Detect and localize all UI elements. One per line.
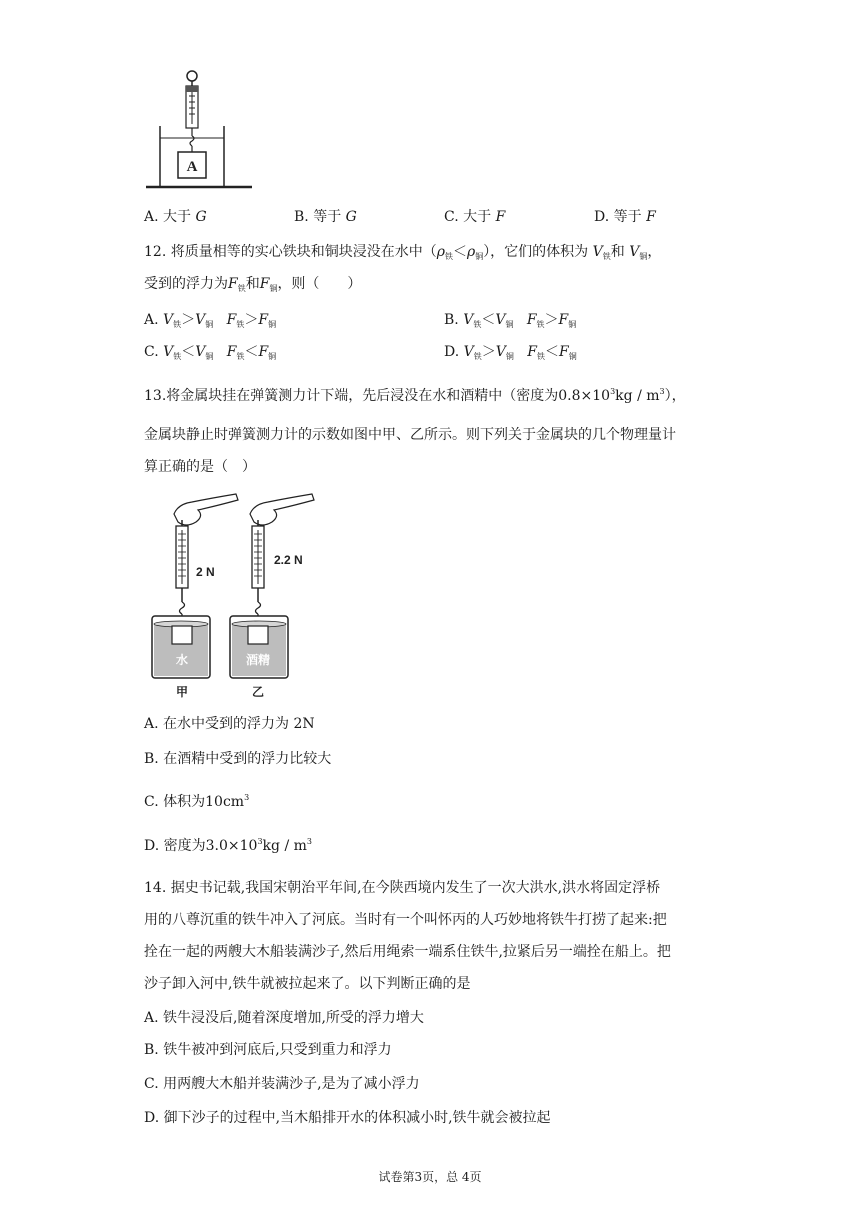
- q12-option-a[interactable]: A. $V_铁>V_铜$ $F_铁>F_铜$: [144, 312, 277, 329]
- q14-stem-line4: 沙子卸入河中,铁牛就被拉起来了。以下判断正确的是: [144, 976, 471, 992]
- right-liquid-label: 酒精: [245, 653, 271, 667]
- block-label: A: [186, 159, 198, 175]
- q11-option-d[interactable]: D. 等于 F: [594, 209, 656, 225]
- left-liquid-label: 水: [175, 653, 189, 667]
- q13-option-a[interactable]: A. 在水中受到的浮力为 2N: [144, 716, 315, 732]
- q13-stem-line2: 金属块静止时弹簧测力计的示数如图中甲、乙所示。则下列关于金属块的几个物理量计: [144, 427, 676, 443]
- spring-scale-tank-figure: [140, 64, 260, 196]
- right-caption: 乙: [251, 685, 265, 699]
- spring-scale-liquids-figure: [140, 490, 320, 700]
- q14-stem-line3: 拴在一起的两艘大木船装满沙子,然后用绳索一端系住铁牛,拉紧后另一端拴在船上。把: [144, 944, 671, 960]
- q12-stem-line1: 12. 将质量相等的实心铁块和铜块浸没在水中$(\rho_铁<\rho_铜)$，它们的体积为 $V_铁$和 $V_铜$，: [144, 244, 662, 261]
- q11-option-b[interactable]: B. 等于 G: [294, 209, 357, 225]
- q13-stem-line1: 13.将金属块挂在弹簧测力计下端，先后浸没在水和酒精中（密度为$0.8\times 10^3kg / m^3$），: [144, 387, 686, 404]
- q14-stem-line2: 用的八尊沉重的铁牛冲入了河底。当时有一个叫怀丙的人巧妙地将铁牛打捞了起来:把: [144, 912, 667, 928]
- q14-stem-line1: 14. 据史书记载,我国宋朝治平年间,在今陕西境内发生了一次大洪水,洪水将固定浮桥: [144, 880, 661, 896]
- left-caption: 甲: [175, 685, 189, 699]
- q11-option-c[interactable]: C. 大于 F: [444, 209, 506, 225]
- q11-option-a[interactable]: A. 大于 G: [144, 209, 207, 225]
- left-reading: 2 N: [196, 565, 215, 579]
- q12-option-d[interactable]: D. $V_铁>V_铜$ $F_铁<F_铜$: [444, 344, 577, 361]
- q12-option-b[interactable]: B. $V_铁<V_铜$ $F_铁>F_铜$: [444, 312, 577, 329]
- q12-stem-line2: 受到的浮力为$F_铁$和$F_铜$，则（ ）: [144, 276, 362, 293]
- q13-option-d[interactable]: D. 密度为$3.0\times 10^3kg / m^3$: [144, 837, 312, 854]
- q14-option-a[interactable]: A. 铁牛浸没后,随着深度增加,所受的浮力增大: [144, 1010, 424, 1026]
- page-footer: 试卷第3页，总 4页: [378, 1170, 482, 1184]
- q14-option-d[interactable]: D. 御下沙子的过程中,当木船排开水的体积减小时,铁牛就会被拉起: [144, 1110, 551, 1126]
- q13-option-c[interactable]: C. 体积为$10cm^3$: [144, 793, 250, 810]
- q13-stem-line3: 算正确的是（ ）: [144, 459, 256, 475]
- left-hand-icon: [174, 494, 238, 525]
- q12-option-c[interactable]: C. $V_铁<V_铜$ $F_铁<F_铜$: [144, 344, 277, 361]
- q14-option-c[interactable]: C. 用两艘大木船并装满沙子,是为了减小浮力: [144, 1076, 420, 1092]
- right-hand-icon: [250, 494, 314, 525]
- q14-option-b[interactable]: B. 铁牛被冲到河底后,只受到重力和浮力: [144, 1042, 392, 1058]
- right-reading: 2.2 N: [274, 553, 303, 567]
- q13-option-b[interactable]: B. 在酒精中受到的浮力比较大: [144, 751, 332, 767]
